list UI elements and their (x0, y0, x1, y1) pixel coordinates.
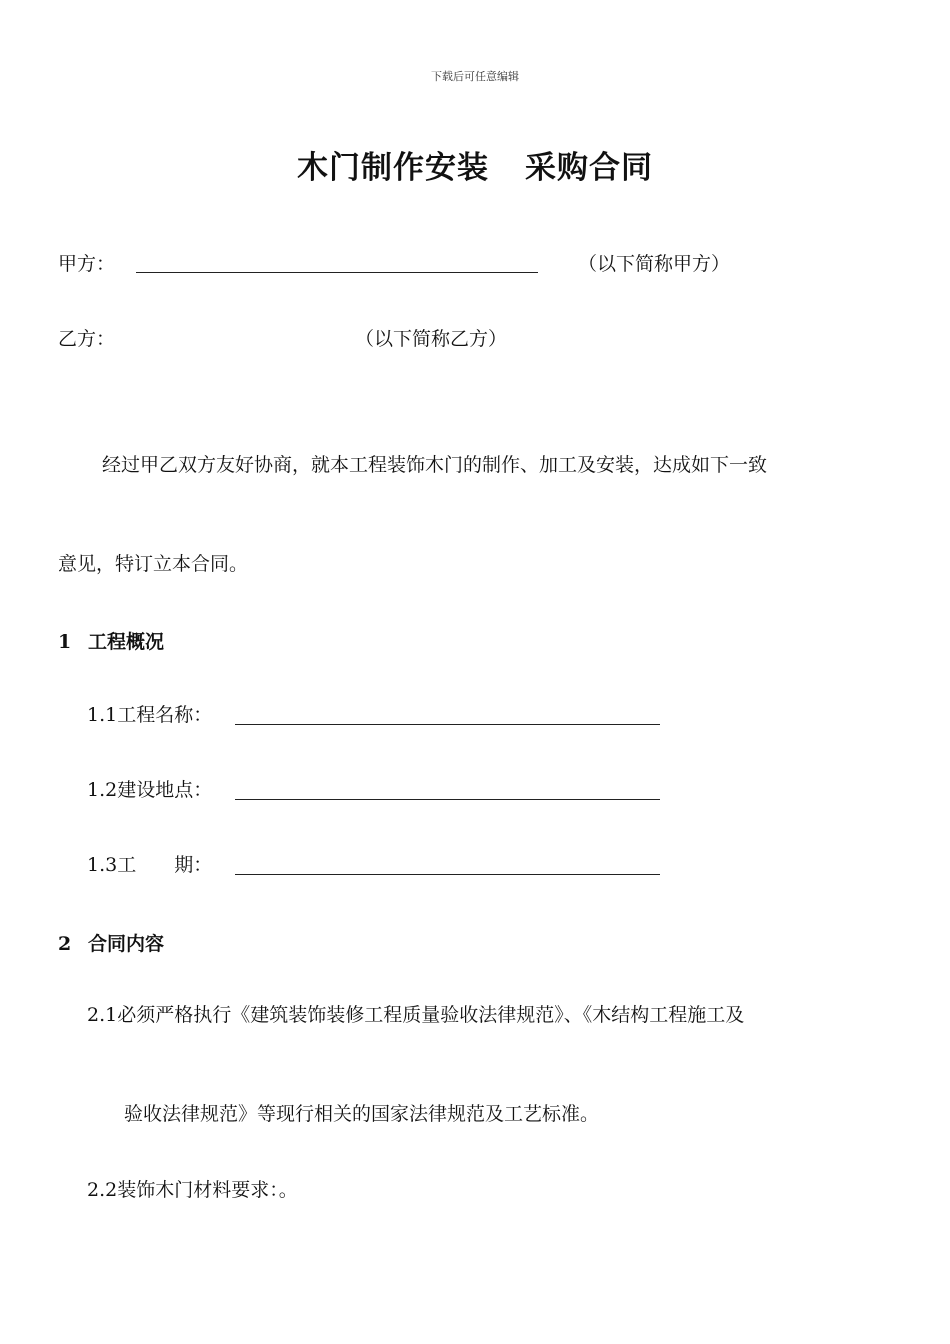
party-a-row (58, 252, 115, 276)
party-a-blank-line (136, 254, 538, 273)
section-1-number: 1 (58, 631, 72, 653)
title-part-2: 采购合同 (525, 150, 653, 186)
party-b-note: （以下简称乙方） (355, 328, 508, 350)
section-1-title: 工程概况 (88, 631, 165, 653)
intro-line-2: 意见，特订立本合同。 (58, 553, 249, 575)
section-2-title: 合同内容 (88, 933, 165, 955)
header-note: 下载后可任意编辑 (431, 70, 519, 83)
item-1-1-label: 1.1工程名称： (87, 704, 213, 726)
item-2-1-line-1: 2.1必须严格执行《建筑装饰装修工程质量验收法律规范》、《木结构工程施工及 (87, 1004, 745, 1026)
section-2-heading (58, 929, 164, 956)
item-1-1-blank-line (235, 706, 660, 725)
item-1-3-label: 1.3工 期： (87, 854, 213, 876)
document-title (0, 142, 950, 187)
intro-line-1: 经过甲乙双方友好协商，就本工程装饰木门的制作、加工及安装，达成如下一致 (102, 454, 768, 476)
title-part-1: 木门制作安装 (297, 150, 489, 186)
item-1-2-blank-line (235, 781, 660, 800)
item-1-2-label: 1.2建设地点： (87, 779, 213, 801)
party-a-note: （以下简称甲方） (578, 253, 731, 275)
section-1-heading (58, 627, 164, 654)
party-a-label: 甲方： (58, 253, 116, 275)
party-b-label: 乙方： (58, 328, 116, 350)
item-2-1-line-2: 验收法律规范》等现行相关的国家法律规范及工艺标准。 (124, 1103, 600, 1125)
item-1-3-blank-line (235, 856, 660, 875)
section-2-number: 2 (58, 933, 72, 955)
item-2-2: 2.2装饰木门材料要求：。 (87, 1179, 298, 1201)
